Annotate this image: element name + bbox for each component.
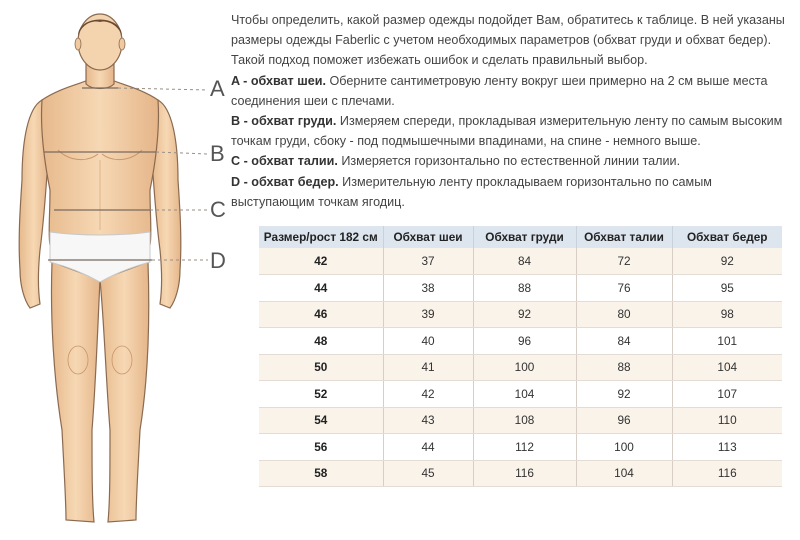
- chest-title: B - обхват груди.: [231, 114, 337, 129]
- cell-hips: 107: [672, 381, 782, 408]
- cell-chest: 116: [473, 460, 576, 487]
- waist-title: C - обхват талии.: [231, 154, 338, 169]
- left-leg: [51, 262, 100, 522]
- cell-chest: 104: [473, 381, 576, 408]
- intro-paragraph: Чтобы определить, какой размер одежды подойдет Вам, обратитесь к таблице. В ней указаны размеры одежды Faberlic с учетом необходимых параметров (обхват груди и обхват бедер). Такой подход поможет избежать ошибок и сделать правильный выбор.: [231, 13, 785, 68]
- cell-waist: 84: [576, 328, 672, 355]
- cell-waist: 96: [576, 407, 672, 434]
- waist-text: Измеряется горизонтально по естественной линии талии.: [337, 154, 681, 169]
- cell-hips: 95: [672, 275, 782, 302]
- male-body-illustration: [0, 0, 240, 540]
- header-hips: Обхват бедер: [672, 226, 782, 248]
- cell-waist: 76: [576, 275, 672, 302]
- cell-waist: 104: [576, 460, 672, 487]
- cell-hips: 98: [672, 301, 782, 328]
- table-row: [259, 434, 782, 461]
- cell-neck: 38: [383, 275, 473, 302]
- cell-waist: 100: [576, 434, 672, 461]
- table-header-row: [259, 226, 782, 248]
- hips-instruction: [231, 172, 786, 212]
- cell-neck: 45: [383, 460, 473, 487]
- head: [78, 14, 122, 70]
- cell-neck: 41: [383, 354, 473, 381]
- table-row: [259, 354, 782, 381]
- cell-hips: 110: [672, 407, 782, 434]
- cell-hips: 116: [672, 460, 782, 487]
- neck-instruction: [231, 71, 786, 111]
- header-neck: Обхват шеи: [383, 226, 473, 248]
- size-table: [259, 226, 782, 487]
- header-size: Размер/рост 182 см: [259, 226, 383, 248]
- cell-neck: 39: [383, 301, 473, 328]
- cell-neck: 44: [383, 434, 473, 461]
- table-row: [259, 275, 782, 302]
- cell-chest: 108: [473, 407, 576, 434]
- cell-neck: 42: [383, 381, 473, 408]
- cell-waist: 72: [576, 248, 672, 275]
- right-leg: [100, 262, 149, 522]
- neck-text: Оберните сантиметровую ленту вокруг шеи примерно на 2 см выше места соединения шеи с плечами.: [231, 73, 768, 108]
- cell-size: 50: [259, 354, 383, 381]
- chest-text: Измеряем спереди, прокладывая измерительную ленту по самым высоким точкам груди, сбоку - под подмышечными впадинами, на спине - немного выше.: [231, 114, 783, 149]
- cell-neck: 43: [383, 407, 473, 434]
- cell-size: 46: [259, 301, 383, 328]
- cell-size: 54: [259, 407, 383, 434]
- cell-chest: 88: [473, 275, 576, 302]
- cell-hips: 104: [672, 354, 782, 381]
- cell-size: 56: [259, 434, 383, 461]
- label-b: B: [210, 141, 225, 166]
- table-row: [259, 381, 782, 408]
- hips-title: D - обхват бедер.: [231, 174, 339, 189]
- instructions-text: [231, 10, 786, 212]
- cell-neck: 37: [383, 248, 473, 275]
- cell-waist: 92: [576, 381, 672, 408]
- cell-size: 52: [259, 381, 383, 408]
- waist-instruction: [231, 151, 786, 171]
- cell-size: 42: [259, 248, 383, 275]
- cell-hips: 92: [672, 248, 782, 275]
- cell-neck: 40: [383, 328, 473, 355]
- header-waist: Обхват талии: [576, 226, 672, 248]
- table-row: [259, 328, 782, 355]
- cell-size: 48: [259, 328, 383, 355]
- neck-title: A - обхват шеи.: [231, 73, 326, 88]
- label-d: D: [210, 248, 226, 273]
- cell-hips: 113: [672, 434, 782, 461]
- table-row: [259, 460, 782, 487]
- cell-waist: 80: [576, 301, 672, 328]
- body-figure: [0, 0, 240, 540]
- table-row: [259, 407, 782, 434]
- label-a: A: [210, 76, 225, 101]
- hips-text: Измерительную ленту прокладываем горизонтально по самым выступающим точкам ягодиц.: [231, 174, 712, 209]
- table-row: [259, 301, 782, 328]
- cell-size: 58: [259, 460, 383, 487]
- cell-hips: 101: [672, 328, 782, 355]
- cell-size: 44: [259, 275, 383, 302]
- cell-chest: 96: [473, 328, 576, 355]
- cell-chest: 84: [473, 248, 576, 275]
- label-c: C: [210, 197, 226, 222]
- table-row: [259, 248, 782, 275]
- cell-waist: 88: [576, 354, 672, 381]
- header-chest: Обхват груди: [473, 226, 576, 248]
- cell-chest: 92: [473, 301, 576, 328]
- cell-chest: 100: [473, 354, 576, 381]
- cell-chest: 112: [473, 434, 576, 461]
- chest-instruction: [231, 111, 786, 151]
